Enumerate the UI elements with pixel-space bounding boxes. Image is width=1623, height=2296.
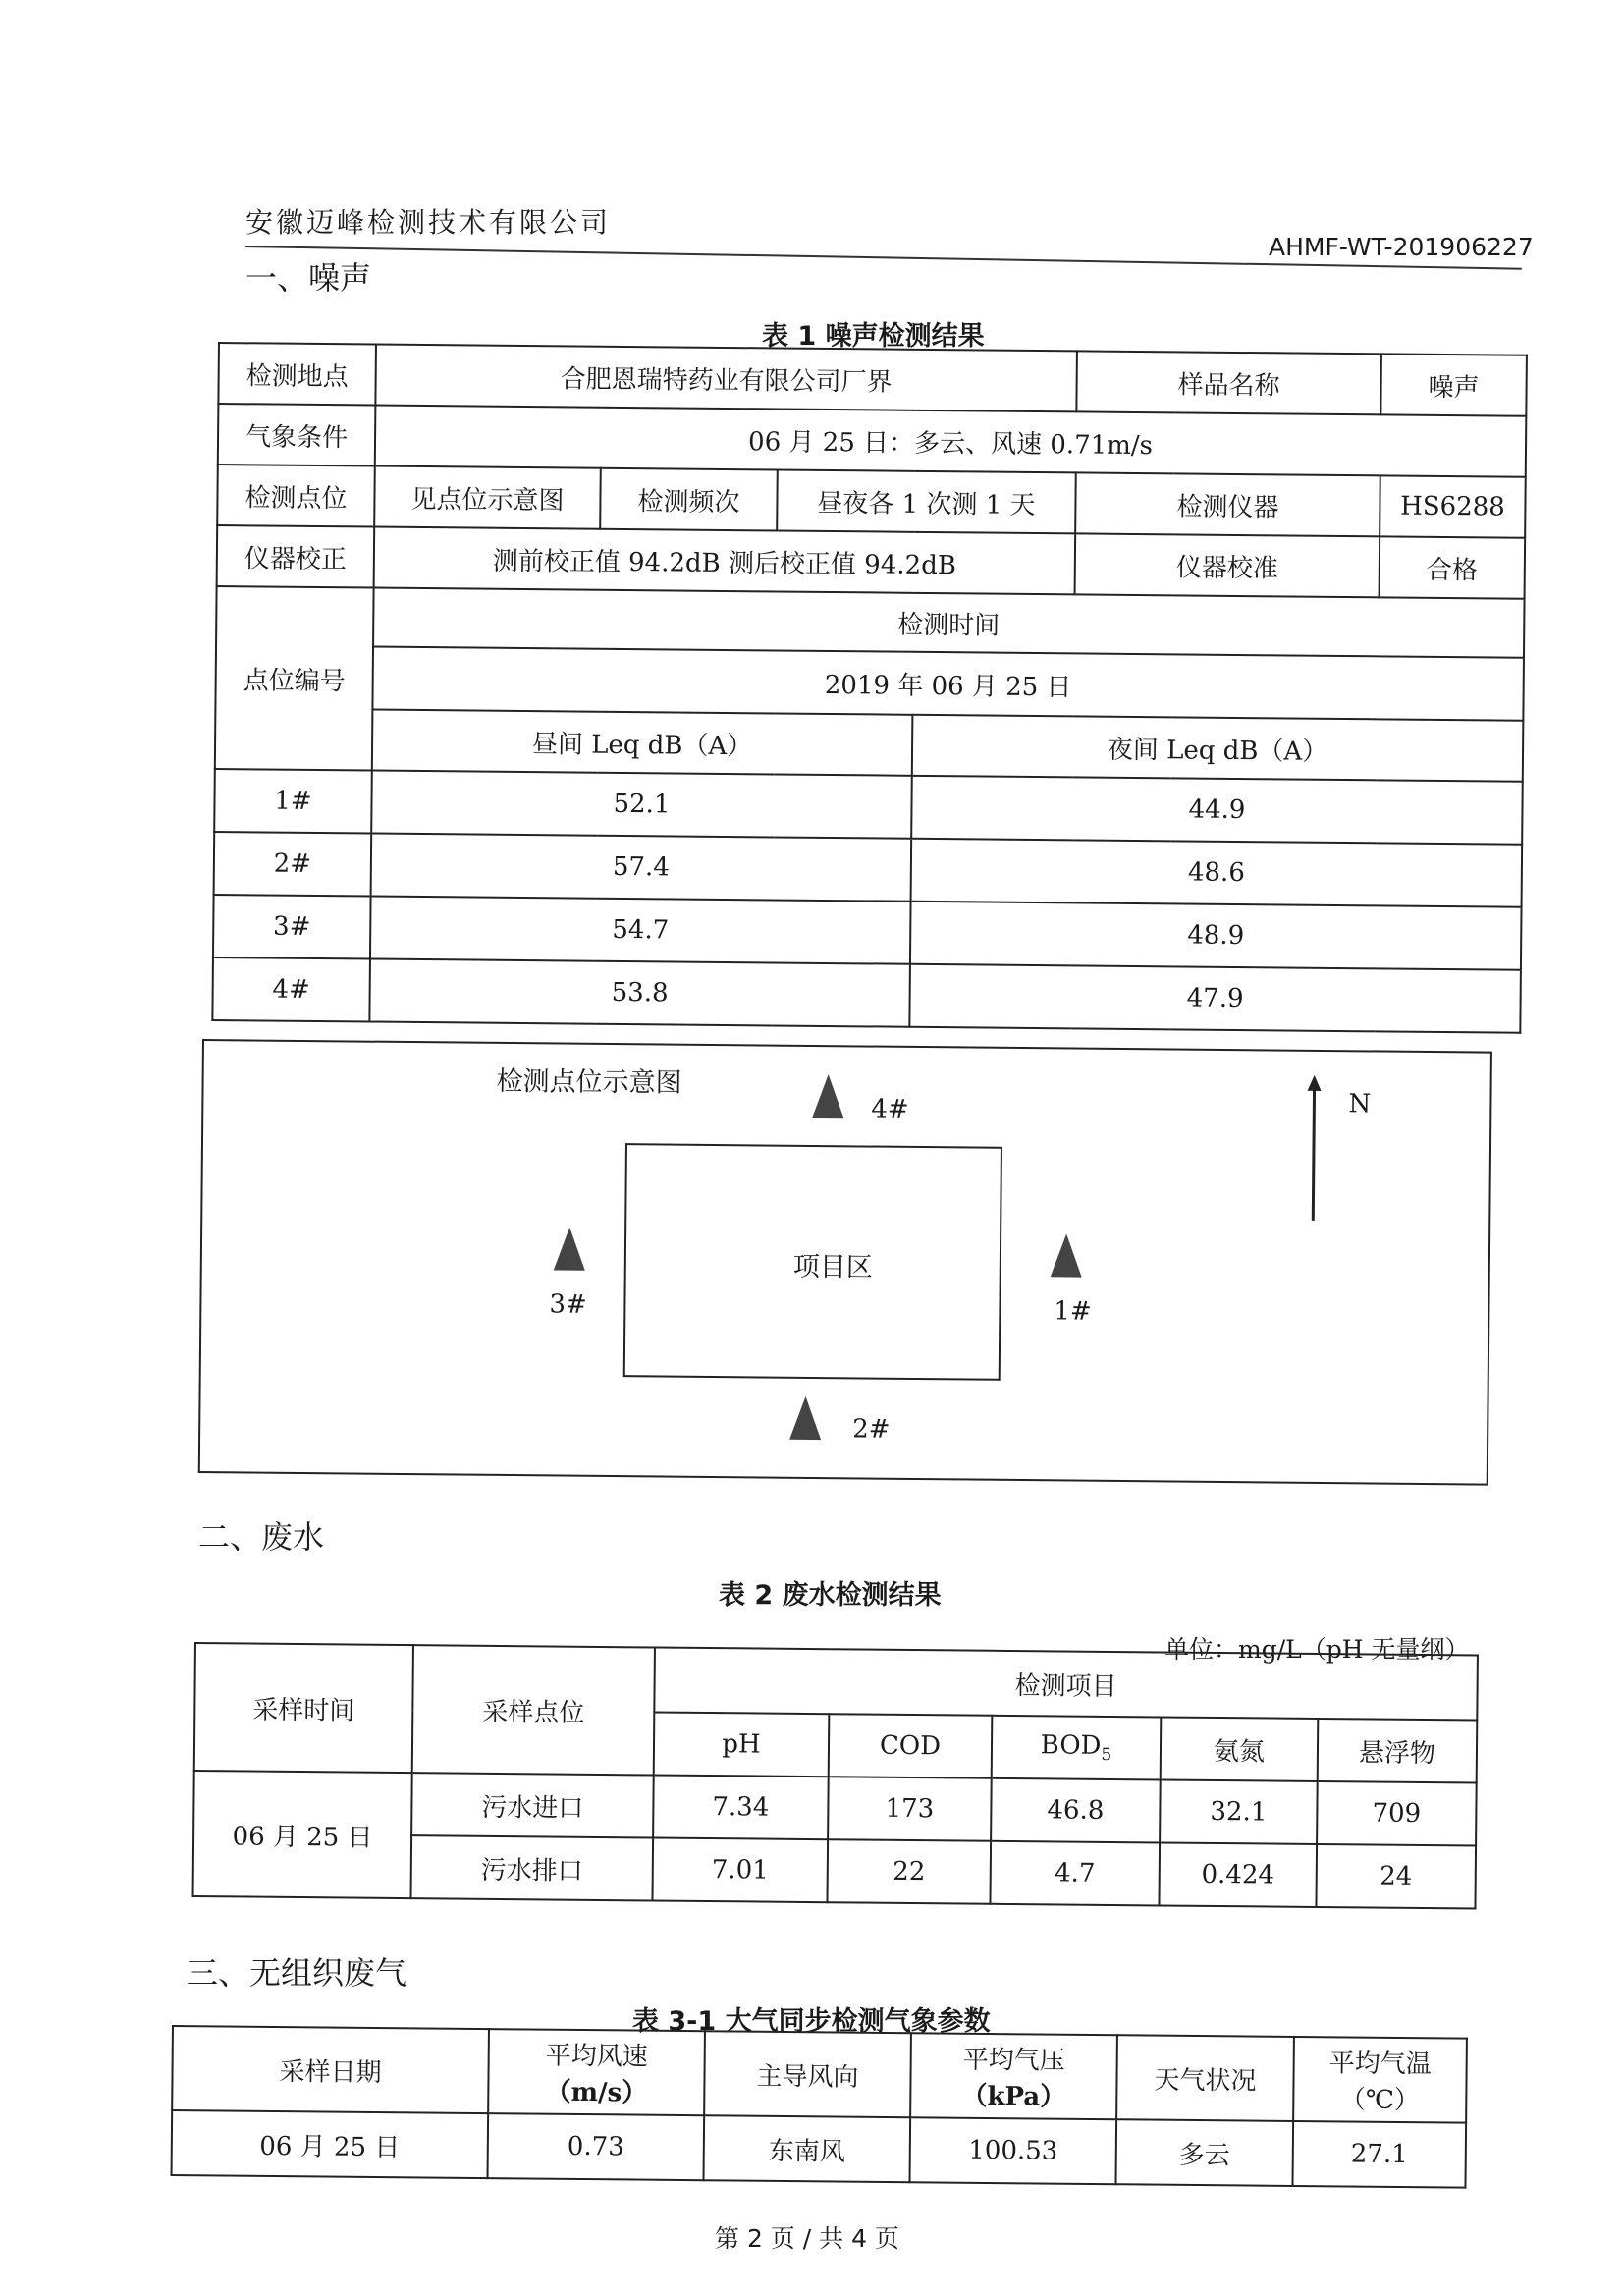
section-heading-noise: 一、噪声 <box>245 259 372 297</box>
header-sampling-date: 采样日期 <box>172 2026 489 2113</box>
header-ss: 悬浮物 <box>1318 1719 1478 1783</box>
bod-value: 4.7 <box>990 1841 1160 1906</box>
wind-speed-text: 平均风速 <box>545 2041 648 2072</box>
point-no: 3# <box>213 895 371 959</box>
section-heading-wastewater: 二、废水 <box>198 1518 325 1556</box>
project-area-label: 项目区 <box>792 1251 873 1284</box>
ammonia-value: 32.1 <box>1160 1779 1318 1844</box>
pressure-value: 100.53 <box>909 2117 1116 2184</box>
company-name: 安徽迈峰检测技术有限公司 <box>245 206 612 239</box>
instrument-label: 检测仪器 <box>1075 472 1380 536</box>
cod-value: 173 <box>828 1777 992 1841</box>
header-wind-direction: 主导风向 <box>704 2031 911 2117</box>
weather-value: 多云 <box>1115 2119 1293 2186</box>
pressure-text: 平均气压 <box>962 2045 1065 2076</box>
temp-text: 平均气温 <box>1328 2049 1432 2080</box>
instrument-value: HS6288 <box>1380 475 1526 537</box>
north-label: N <box>1348 1089 1372 1120</box>
header-sampling-point: 采样点位 <box>412 1645 655 1775</box>
point-value: 见点位示意图 <box>374 466 601 529</box>
night-value: 47.9 <box>909 964 1521 1033</box>
bod-text: BOD <box>1040 1730 1102 1761</box>
point-no: 1# <box>214 769 372 834</box>
temp-unit: （℃） <box>1339 2085 1421 2116</box>
weather-label: 气象条件 <box>218 404 376 466</box>
wind-direction-value: 东南风 <box>704 2115 911 2182</box>
location-value: 合肥恩瑞特药业有限公司厂界 <box>375 345 1077 412</box>
point-2-label: 2# <box>852 1414 891 1445</box>
table3-caption: 表 3-1 大气同步检测气象参数 <box>632 2006 991 2037</box>
header-test-items: 检测项目 <box>654 1648 1478 1721</box>
wind-speed-value: 0.73 <box>488 2113 705 2180</box>
point-no: 2# <box>214 832 372 897</box>
sampling-date-value: 06 月 25 日 <box>172 2110 489 2178</box>
north-arrow-icon <box>1298 1075 1328 1223</box>
day-header: 昼间 Leq dB（A） <box>372 710 913 776</box>
point-no: 4# <box>212 957 370 1022</box>
monitoring-point-diagram <box>198 1039 1492 1486</box>
time-label: 检测时间 <box>373 588 1525 658</box>
point-4-marker <box>812 1074 843 1118</box>
sample-value: 噪声 <box>1380 354 1527 415</box>
location-label: 检测地点 <box>218 343 376 406</box>
calib-value: 测前校正值 94.2dB 测后校正值 94.2dB <box>374 527 1076 595</box>
freq-label: 检测频次 <box>600 468 778 531</box>
pressure-unit: （kPa） <box>961 2081 1066 2112</box>
calib-label: 仪器校正 <box>217 525 375 588</box>
point-label: 检测点位 <box>217 465 375 527</box>
night-value: 44.9 <box>911 776 1523 845</box>
wastewater-results-table <box>192 1642 1479 1910</box>
night-value: 48.6 <box>911 839 1523 907</box>
point-4-label: 4# <box>871 1094 909 1124</box>
section-heading-fugitive-gas: 三、无组织废气 <box>187 1954 407 1992</box>
table1-caption: 表 1 噪声检测结果 <box>762 321 985 352</box>
sample-label: 样品名称 <box>1076 351 1381 414</box>
page-number: 第 2 页 / 共 4 页 <box>715 2224 899 2253</box>
point-no-label: 点位编号 <box>215 586 374 771</box>
project-area <box>623 1143 1002 1381</box>
ss-value: 24 <box>1316 1844 1476 1909</box>
header-wind-speed <box>488 2029 705 2115</box>
verify-label: 仪器校准 <box>1075 533 1380 597</box>
point-3-marker <box>554 1227 585 1270</box>
table2-caption: 表 2 废水检测结果 <box>719 1580 942 1611</box>
point-1-marker <box>1051 1233 1082 1277</box>
bod-value: 46.8 <box>991 1778 1161 1843</box>
ss-value: 709 <box>1317 1781 1477 1846</box>
day-value: 54.7 <box>370 897 911 964</box>
sampling-point: 污水进口 <box>411 1773 654 1837</box>
noise-results-table <box>211 342 1528 1034</box>
day-value: 53.8 <box>369 959 910 1027</box>
freq-value: 昼夜各 1 次测 1 天 <box>777 469 1076 533</box>
header-temperature <box>1293 2037 1467 2123</box>
verify-value: 合格 <box>1380 536 1526 598</box>
bod-subscript: 5 <box>1101 1744 1112 1766</box>
header-cod: COD <box>829 1714 993 1778</box>
point-3-label: 3# <box>549 1289 587 1320</box>
diagram-title: 检测点位示意图 <box>496 1066 682 1099</box>
header-bod5 <box>992 1716 1162 1780</box>
day-value: 57.4 <box>371 834 912 902</box>
header-sampling-time: 采样时间 <box>194 1643 413 1773</box>
sampling-point: 污水排口 <box>411 1835 654 1900</box>
ammonia-value: 0.424 <box>1159 1842 1317 1907</box>
day-value: 52.1 <box>371 771 912 839</box>
night-header: 夜间 Leq dB（A） <box>912 715 1524 782</box>
table2-unit: 单位：mg/L（pH 无量纲） <box>1164 1635 1470 1664</box>
temperature-value: 27.1 <box>1292 2121 1466 2188</box>
document-number: AHMF-WT-201906227 <box>1269 233 1534 261</box>
ph-value: 7.34 <box>653 1775 829 1839</box>
ph-value: 7.01 <box>652 1837 828 1902</box>
weather-parameters-table <box>171 2025 1468 2189</box>
sampling-date: 06 月 25 日 <box>193 1771 412 1898</box>
night-value: 48.9 <box>910 902 1522 970</box>
wind-speed-unit: （m/s） <box>545 2077 648 2108</box>
header-weather: 天气状况 <box>1116 2035 1294 2121</box>
weather-value: 06 月 25 日：多云、风速 0.71m/s <box>375 406 1527 477</box>
header-ammonia: 氨氮 <box>1161 1717 1319 1781</box>
cod-value: 22 <box>827 1839 991 1904</box>
point-1-label: 1# <box>1054 1296 1092 1327</box>
header-pressure <box>910 2033 1117 2119</box>
point-2-marker <box>789 1396 821 1440</box>
header-ph: pH <box>654 1712 830 1777</box>
date-value: 2019 年 06 月 25 日 <box>372 647 1524 721</box>
